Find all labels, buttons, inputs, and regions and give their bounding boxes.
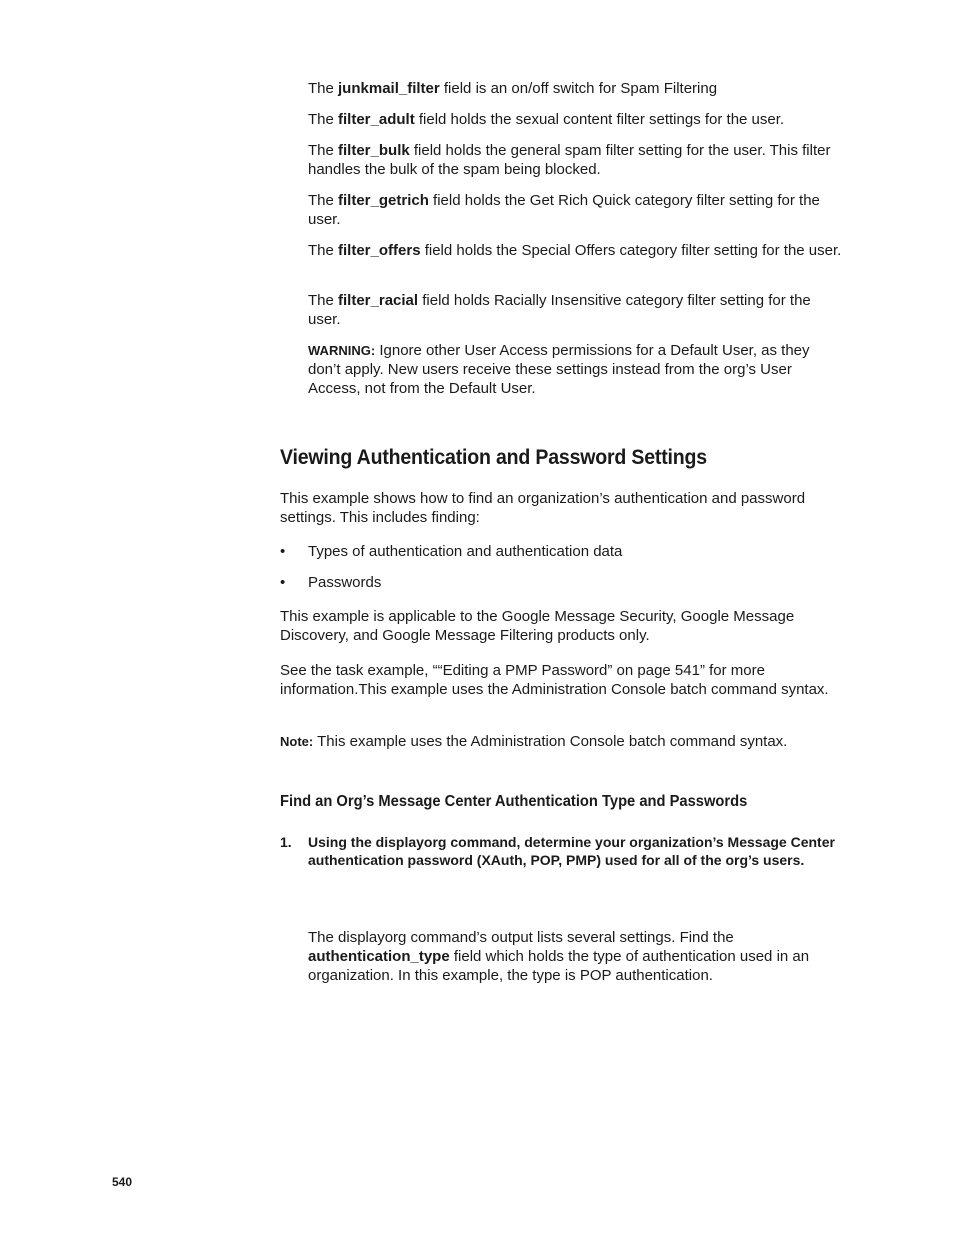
- field-desc-junkmail-filter: The junkmail_filter field is an on/off switch for Spam Filtering: [308, 80, 718, 97]
- field-name: filter_bulk: [338, 142, 410, 159]
- field-name: filter_racial: [338, 292, 419, 309]
- warning-label: WARNING:: [308, 343, 376, 358]
- note-text: This example uses the Administration Console batch command syntax.: [313, 733, 788, 750]
- note-label: Note:: [280, 734, 314, 749]
- page-number: 540: [112, 1175, 133, 1189]
- field-name: authentication_type: [308, 948, 450, 965]
- field-desc-filter-getrich: The filter_getrich field holds the Get Rich Quick category filter setting for the user.: [308, 192, 820, 228]
- note-paragraph: [280, 732, 840, 751]
- field-name: filter_offers: [338, 242, 421, 259]
- field-desc-filter-racial: The filter_racial field holds Racially Insensitive category filter setting for the user.: [308, 292, 811, 328]
- bullet-icon: •: [280, 543, 286, 560]
- bullet-icon: •: [280, 574, 286, 591]
- field-name: junkmail_filter: [338, 80, 440, 97]
- result-paragraph: The displayorg command’s output lists several settings. Find the authentication_type field which holds the type of authentication used in an organization. In this example, the type is POP authentication.: [308, 929, 810, 984]
- field-desc-filter-adult: The filter_adult field holds the sexual content filter settings for the user.: [308, 111, 785, 128]
- step-text: Using the displayorg command, determine your organization’s Message Center authentication password (XAuth, POP, PMP) used for all of the org’s users.: [308, 834, 835, 868]
- warning-paragraph: [308, 341, 843, 398]
- warning-text: Ignore other User Access permissions for a Default User, as they don’t apply. New users receive these settings instead from the org’s User Access, not from the Default User.: [308, 342, 810, 397]
- document-page: The junkmail_filter field is an on/off switch for Spam Filtering The filter_adult field holds the sexual content filter settings for the user. The filter_bulk field holds the general spam filter setting for the user. This filter handles the bulk of the spam being blocked. The filter_getrich field holds the Get Rich Quick category filter setting for the user. The filter_offers field holds the Special Offers category filter setting for the user. The filter_racial field holds Racially Insensitive category filter setting for the user. WARNING: Ignore other User Access permissions for a Default User, as they don’t apply. New users receive these settings instead from the org’s User Access, not from the Default User. Viewing Authentication and Password Settings This example shows how to find an organization’s authentication and password settings. This includes finding: • Types of authentication and authentication data • Passwords This example is applicable to the Google Message Security, Google Message Discovery, and Google Message Filtering products only. See the task example, ““Editing a PMP Password” on page 541” for more information.This example uses the Administration Console batch command syntax. Note: This example uses the Administration Console batch command syntax. Find an Org’s Message Center Authentication Type and Passwords 1. Using the displayorg command, determine your organization’s Message Center authentication password (XAuth, POP, PMP) used for all of the org’s users. The displayorg command’s output lists several settings. Find the authentication_type field which holds the type of authentication used in an organization. In this example, the type is POP authentication. 540: [112, 80, 842, 1189]
- step-number: 1.: [280, 834, 292, 850]
- field-name: filter_getrich: [338, 192, 429, 209]
- applicability-paragraph: This example is applicable to the Google Message Security, Google Message Discovery, and Google Message Filtering products only.: [280, 608, 795, 644]
- field-name: filter_adult: [338, 111, 415, 128]
- field-desc-filter-offers: The filter_offers field holds the Special Offers category filter setting for the user.: [308, 242, 842, 259]
- section-title: Viewing Authentication and Password Settings: [280, 446, 707, 469]
- see-also-paragraph: See the task example, ““Editing a PMP Password” on page 541” for more information.This example uses the Administration Console batch command syntax.: [280, 662, 829, 698]
- section-intro: This example shows how to find an organization’s authentication and password settings. This includes finding:: [280, 490, 806, 526]
- subsection-title: Find an Org’s Message Center Authentication Type and Passwords: [280, 793, 748, 810]
- field-desc-filter-bulk: The filter_bulk field holds the general spam filter setting for the user. This filter handles the bulk of the spam being blocked.: [308, 142, 831, 178]
